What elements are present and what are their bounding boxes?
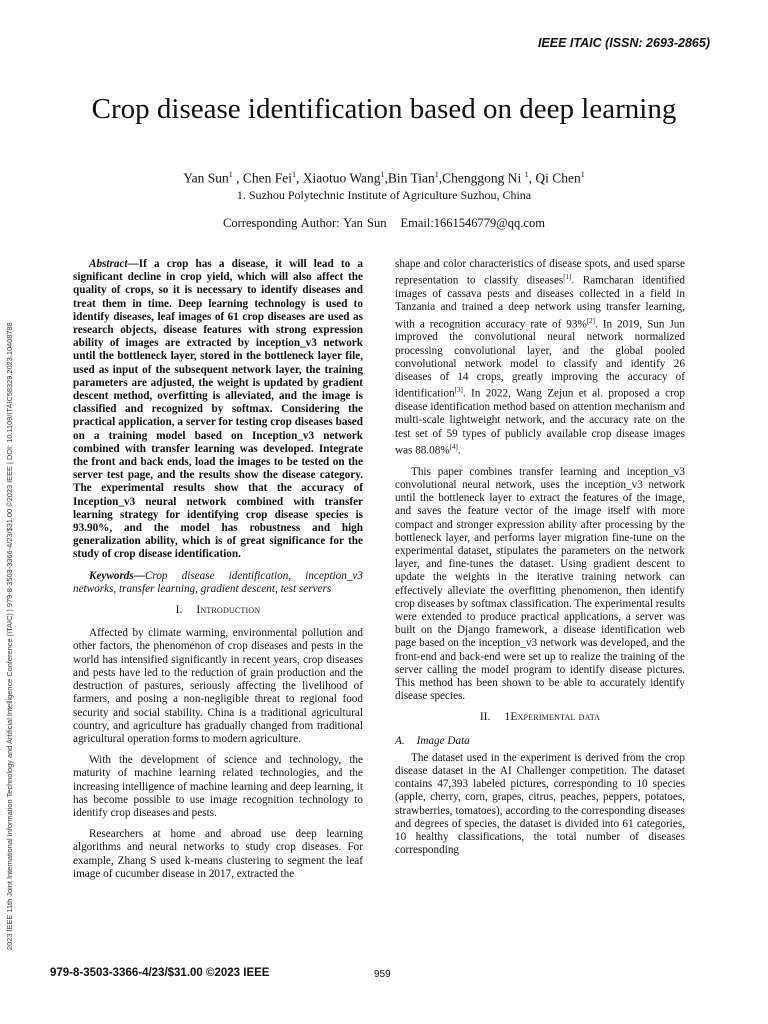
corresponding-author-name: Corresponding Author: Yan Sun (223, 216, 387, 230)
intro-paragraph-3: Researchers at home and abroad use deep learning algorithms and neural networks to study crop diseases. For example, Zhang S used k-means clustering to segment the leaf image of cucumber disease in 2017, extracted the (73, 828, 363, 880)
author-affil-mark: 1 (291, 170, 296, 179)
intro-paragraph-4: This paper combines transfer learning and inception_v3 convolutional neural network, uses the inception_v3 network until the bottleneck layer to extract the features of the image, and saves the feature vector of the image itself with more compact and stronger expression ability after processing by the bottleneck layer, and performs layer migration fine-tune on the experimental dataset, stipulates the parameters on the network layer, and fine-tunes the dataset. Using gradient descent to update the weights in the iterative training network can effectively alleviate the overfitting phenomenon, then identify crop diseases by softmax classification. The experimental results were extended to produce practical applications, a server was built on the Django framework, a disease identification web page based on the inception_v3 network was developed, and the front-end and back-end were set up to realize the training of the server calling the model program to identify disease pictures. This method has been shown to be able to accurately identify disease species. (395, 465, 685, 703)
author-affil-mark: 1 (228, 170, 233, 179)
abstract-dash: — (127, 258, 139, 270)
author-name: Tian (410, 170, 435, 186)
text-run: . In 2022, Wang Zejun et al. proposed a crop disease identification method based on attention mechanism and multi-scale lightweight network, and the accuracy rate on the test set of 59 types of publicly available crop disease images was 88.08% (395, 388, 685, 457)
author-sep: , (232, 170, 243, 186)
section-title: 1Experimental data (504, 711, 601, 724)
author-affil-mark: 1 (434, 170, 439, 179)
keywords-text: Crop disease identification, inception_v3 networks, transfer learning, gradient descent, test servers (73, 569, 363, 595)
subsection-number: A. (395, 734, 405, 747)
journal-header: IEEE ITAIC (ISSN: 2693-2865) (537, 36, 710, 50)
section-title: Introduction (196, 604, 261, 617)
author-line (60, 170, 708, 187)
section-heading-experimental-data (395, 711, 685, 724)
author-name: Chen Fei (242, 170, 292, 186)
author-affil-mark: 1 (580, 170, 585, 179)
subsection-heading-image-data (395, 735, 685, 748)
text-run: shape and color characteristics of disease spots, and used sparse representation to classify diseases (395, 258, 685, 287)
section-number: I. (175, 604, 183, 617)
page-number: 959 (374, 969, 391, 980)
intro-paragraph-1: Affected by climate warming, environmental pollution and other factors, the phenomenon of crop diseases and pests in the world has intensified significantly in recent years, crop diseases and pests have led to the reduction of grain production and the destruction of pastures, seriously affecting the livelihood of farmers, and posing a non-negligible threat to regional food security and social stability. China is a traditional agricultural country, and agriculture has gradually changed from traditional agricultural operation forms to modern agriculture. (73, 627, 363, 745)
image-data-paragraph: The dataset used in the experiment is derived from the crop disease dataset in the AI Challenger competition. The dataset contains 47,393 labeled pictures, corresponding to 10 species (apple, cherry, corn, grapes, citrus, peaches, peppers, potatoes, strawberries, tomatoes), according to the corresponding diseases and degrees of species, the dataset is divided into 61 categories, 10 healthy classifications, the total number of diseases corresponding (395, 751, 685, 857)
text-run: . (457, 444, 461, 457)
author-sep: , (295, 170, 303, 186)
side-identifier (5, 190, 19, 950)
keywords-label: Keywords (89, 569, 134, 582)
citation: [3] (454, 386, 463, 395)
keywords-dash: — (133, 569, 145, 582)
author-name: Xiaotuo Wang (302, 170, 381, 186)
author-affil-mark: 1 (380, 170, 385, 179)
intro-paragraph-2: With the development of science and technology, the maturity of machine learning related technologies, and the increasing intelligence of machine learning and deep learning, it has become possible to use image recognition technology to identify crop diseases and pests. (73, 754, 363, 819)
abstract-text: If a crop has a disease, it will lead to a significant decline in crop yield, which will also affect the quality of crops, so it is necessary to identify diseases and treat them in time. Deep learning technology is used to identify diseases, leaf images of 61 crop diseases are used as research objects, disease features with strong expression ability of images are extracted by inception_v3 network until the bottleneck layer, stored in the bottleneck layer file, used as input of the subsequent network layer, the training parameters are adjusted, the weight is updated by gradient descent method, overfitting is alleviated, and the image is classified and recognized by softmax. Considering the practical application, a server for testing crop diseases based on a training model based on Inception_v3 network combined with transfer learning was developed. Integrate the front and back ends, load the images to be tested on the server test page, and the results show the disease category. The experimental results show that the accuracy of Inception_v3 neural network combined with transfer learning strategy for identifying crop disease species is 93.90%, and the model has robustness and high generalization ability, which is of great significance for the study of crop disease identification. (73, 258, 363, 561)
author-name: Yan Sun (183, 170, 229, 186)
left-column (73, 258, 363, 889)
author-affil-mark: 1 (524, 170, 529, 179)
intro-continuation-paragraph (395, 258, 685, 458)
section-number: II. (479, 711, 491, 724)
side-identifier-text: 2023 IEEE 11th Joint International Information Technology and Artificial Intelligence Conference (ITAIC) | 979-8-3503-3366-4/23/$31.00 ©2023 IEEE | DOI: 10.1109/ITAIC58329.2023.10408788 (5, 322, 14, 950)
text-run: . In 2019, Sun Jun improved the convolutional neural network normalized processing convolutional layer, and the global pooled convolutional network model to classify and identify 26 diseases of 14 crops, greatly improving the accuracy of identification (395, 318, 685, 401)
affiliation: 1. Suzhou Polytechnic Institute of Agriculture Suzhou, China (236, 188, 532, 202)
citation: [1] (563, 273, 572, 282)
author-sep: ,Chenggong Ni (438, 170, 525, 186)
citation: [4] (449, 442, 458, 451)
author-sep: , Qi Chen (528, 170, 581, 186)
subsection-title: Image Data (416, 734, 470, 747)
abstract-label: Abstract (89, 258, 128, 270)
paper-title: Crop disease identification based on deep learning (91, 93, 677, 125)
author-sep: ,Bin (384, 170, 411, 186)
abstract (73, 258, 363, 562)
right-column (395, 258, 685, 865)
footer-isbn: 979-8-3503-3366-4/23/$31.00 ©2023 IEEE (50, 967, 270, 979)
keywords (73, 570, 363, 596)
text-run: . Ramcharan identified images of cassava pests and diseases collected in a field in Tanzania and trained a deep network using transfer learning, with a recognition accuracy rate of 93% (395, 274, 686, 331)
citation: [2] (586, 316, 595, 325)
corresponding-email: Email:1661546779@qq.com (400, 216, 545, 230)
corresponding-author (60, 216, 708, 231)
section-heading-introduction (73, 604, 363, 617)
